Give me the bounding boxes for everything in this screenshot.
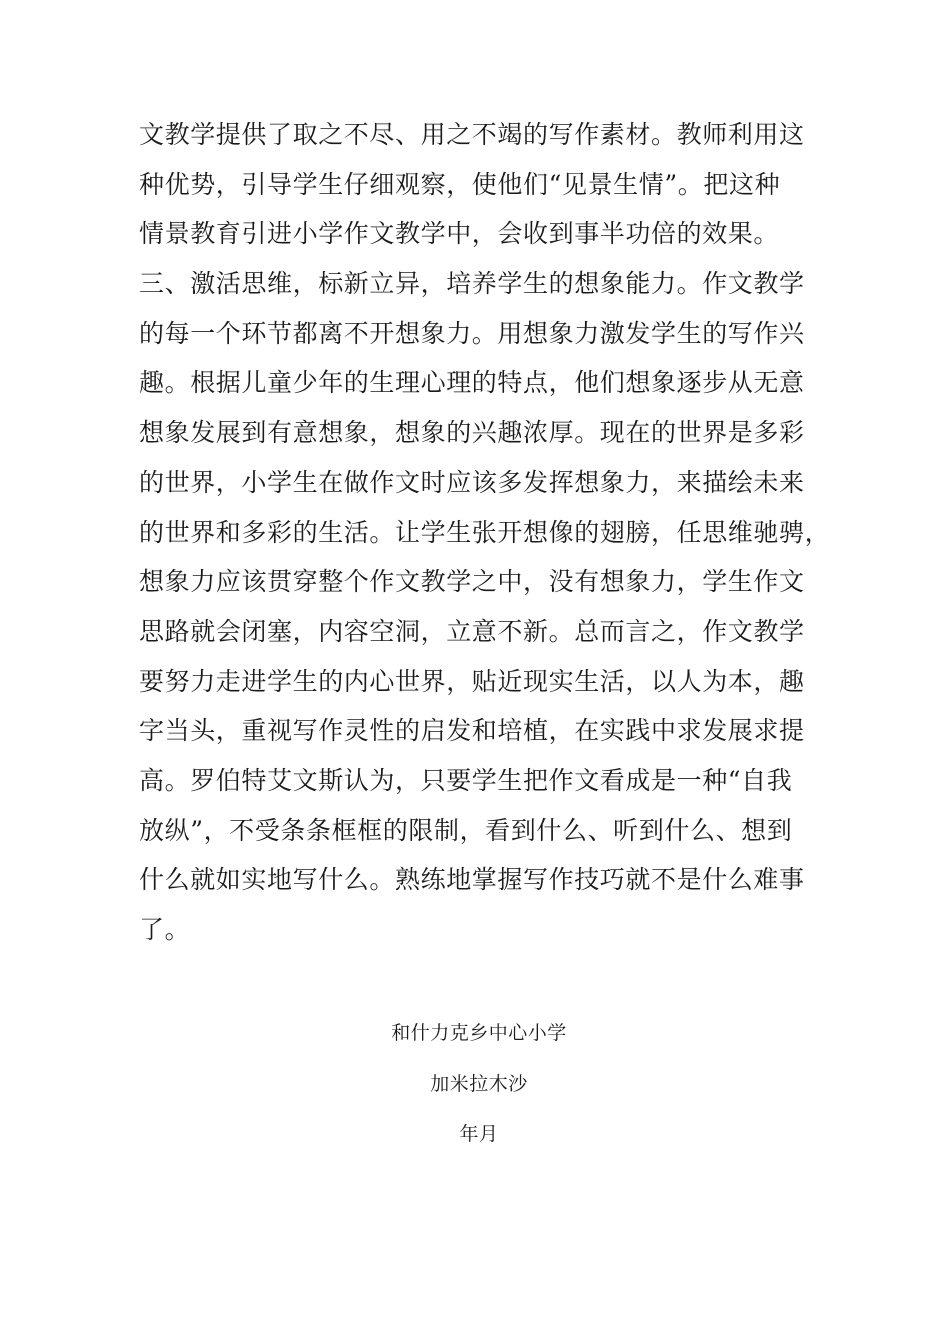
text-line-2: 种优势，引导学生仔细观察，使他们“见景生情”。把这种	[139, 169, 781, 199]
text-line-12: 要努力走进学生的内心世界，贴近现实生活，以人为本，趣	[139, 666, 805, 696]
text-line-8: 的世界，小学生在做作文时应该多发挥想象力，来描绘未来	[139, 467, 805, 497]
text-line-6: 趣。根据儿童少年的生理心理的特点，他们想象逐步从无意	[139, 368, 805, 398]
text-line-3: 情景教育引进小学作文教学中，会收到事半功倍的效果。	[139, 219, 780, 249]
text-line-17: 了。	[139, 915, 191, 944]
text-line-4: 三、激活思维，标新立异，培养学生的想象能力。作文教学	[139, 269, 805, 299]
text-line-14: 高。罗伯特艾文斯认为，只要学生把作文看成是一种“自我	[139, 765, 793, 795]
text-line-7: 想象发展到有意想象，想象的兴趣浓厚。现在的世界是多彩	[139, 418, 805, 448]
text-line-9: 的世界和多彩的生活。让学生张开想像的翅膀，任思维驰骋，	[139, 517, 831, 547]
text-line-1: 文教学提供了取之不尽、用之不竭的写作素材。教师利用这	[139, 120, 805, 149]
text-line-11: 思路就会闭塞，内容空洞，立意不新。总而言之，作文教学	[139, 616, 805, 646]
signature-school: 和什力克乡中心小学	[391, 1022, 567, 1044]
signature-author: 加米拉木沙	[430, 1073, 528, 1095]
text-line-16: 什么就如实地写什么。熟练地掌握写作技巧就不是什么难事	[139, 865, 805, 895]
signature-date: 年月	[459, 1123, 499, 1145]
text-line-5: 的每一个环节都离不开想象力。用想象力激发学生的写作兴	[139, 318, 805, 348]
body-paragraph	[139, 110, 829, 955]
text-line-10: 想象力应该贯穿整个作文教学之中，没有想象力，学生作文	[139, 567, 805, 597]
text-line-15: 放纵”，不受条条框框的限制，看到什么、听到什么、想到	[139, 815, 793, 845]
text-line-13: 字当头，重视写作灵性的启发和培植，在实践中求发展求提	[139, 716, 805, 746]
